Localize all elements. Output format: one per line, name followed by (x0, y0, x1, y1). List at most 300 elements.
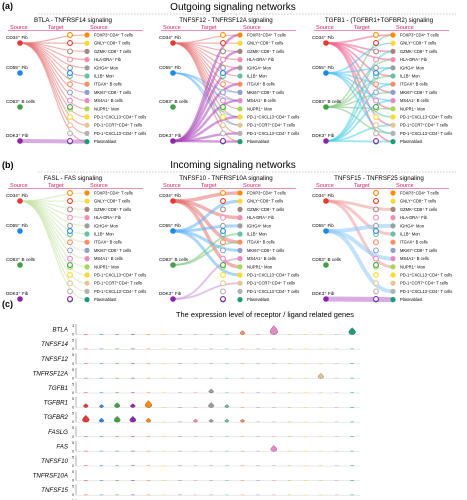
y-tick-min: 0 (72, 376, 74, 381)
cell-node (390, 190, 395, 195)
cell-node (84, 49, 89, 54)
header-target: Target (48, 183, 64, 189)
target-node (374, 49, 379, 54)
target-node (221, 57, 226, 62)
target-node (68, 281, 73, 286)
violin (225, 419, 229, 422)
violin (208, 403, 213, 408)
violin (349, 328, 356, 335)
cell-label: GZMK⁺CD8⁺ T cells (94, 206, 132, 212)
target-node (68, 82, 73, 87)
network-networks_b-2 (312, 175, 452, 302)
target-node (68, 123, 73, 128)
cell-label: FOXP3⁺CD4⁺ T cells (400, 190, 439, 196)
cell-label: GZMK⁺CD8⁺ T cells (247, 48, 285, 54)
cell-node (237, 65, 242, 70)
y-tick-min: 0 (72, 478, 74, 483)
network-title: TNFSF15 - TNFRSF25 signaling (334, 175, 424, 182)
cell-label: FOXP3⁺CD4⁺ T cells (400, 32, 439, 38)
target-node (221, 207, 226, 212)
header-source-right: Source (396, 183, 414, 189)
cell-node (237, 123, 242, 128)
cell-label: PD-1⁺CCR7⁺CD4⁺ T cells (247, 122, 295, 128)
cell-node (84, 106, 89, 111)
target-node (221, 240, 226, 245)
target-node-source (68, 229, 73, 234)
target-node-source (221, 71, 226, 76)
cell-node (84, 248, 89, 253)
cell-node (390, 223, 395, 228)
source-node (170, 104, 176, 110)
cell-node (84, 231, 89, 236)
network-networks_b-1 (159, 175, 299, 302)
target-node (374, 273, 379, 278)
cell-node (84, 98, 89, 103)
violin (318, 373, 323, 378)
cell-label: PD-1⁺CXCL13⁺CD4⁺ T cells (247, 130, 300, 136)
header-source: Source (163, 183, 181, 189)
cell-label: NUPR1⁺ Mon (94, 264, 120, 270)
cell-node (390, 207, 395, 212)
violin (209, 419, 213, 422)
target-node (68, 223, 73, 228)
violin (193, 419, 197, 422)
y-tick-min: 0 (72, 361, 74, 366)
cell-node (390, 123, 395, 128)
source-node (323, 262, 329, 268)
cell-label: MKI67⁺CD8⁺ T cells (247, 247, 285, 253)
y-tick-max: 5 (72, 367, 74, 372)
gene-label: TNFRSF12A (32, 370, 68, 378)
cell-label: NUPR1⁺ Mon (247, 106, 273, 112)
source-node-label: CD55⁺ Fib (6, 223, 28, 229)
y-tick-max: 5 (72, 397, 74, 401)
cell-node (237, 57, 242, 62)
y-tick-max: 5 (72, 455, 74, 460)
cell-node (390, 65, 395, 70)
cell-label: MS4A1⁺ B cells (94, 98, 123, 104)
cell-node (237, 131, 242, 136)
cell-node (84, 256, 89, 261)
cell-label: HLA-DRA⁺ Fib (94, 215, 121, 221)
target-node (68, 207, 73, 212)
cell-node (390, 41, 395, 46)
cell-label: GNLY⁺CD8⁺ T cells (247, 40, 284, 46)
cell-node (84, 207, 89, 212)
cell-label: ITGAX⁺ B cells (94, 239, 122, 245)
target-node (374, 289, 379, 294)
cell-node (237, 272, 242, 277)
target-node (221, 131, 226, 136)
violin (130, 404, 135, 408)
source-node (170, 198, 176, 204)
violin (114, 403, 119, 408)
cell-node (390, 231, 395, 236)
cell-node (390, 248, 395, 253)
target-node (374, 90, 379, 95)
violin (240, 419, 244, 422)
incoming-networks (6, 175, 452, 302)
header-source: Source (316, 25, 334, 31)
cell-label: IL1B⁺ Mon (247, 231, 267, 237)
cell-label: IL1B⁺ Mon (400, 231, 420, 237)
header-target: Target (201, 25, 217, 31)
target-node (221, 90, 226, 95)
cell-label: ITGAX⁺ B cells (247, 239, 275, 245)
network-edge (20, 201, 87, 291)
network-title: BTLA - TNFRSF14 signaling (34, 17, 112, 24)
violin (82, 415, 89, 422)
target-node (374, 123, 379, 128)
target-node (68, 33, 73, 38)
target-node (221, 281, 226, 286)
cell-node (84, 190, 89, 195)
cell-node (237, 264, 242, 269)
violin (146, 418, 151, 422)
cell-label: MS4A1⁺ B cells (247, 98, 276, 104)
cell-node (237, 215, 242, 220)
target-node (374, 57, 379, 62)
source-node (323, 104, 329, 110)
y-tick-max: 5 (72, 411, 74, 416)
target-node-source (221, 229, 226, 234)
target-node (374, 115, 379, 120)
network-edge (20, 201, 87, 242)
header-target: Target (354, 183, 370, 189)
target-node-source (68, 139, 73, 144)
cell-label: NUPR1⁺ Mon (400, 264, 426, 270)
cell-node (390, 281, 395, 286)
target-node (221, 123, 226, 128)
cell-node (390, 90, 395, 95)
source-node-label: DDK3⁺ Fib (159, 291, 182, 297)
source-node (17, 262, 23, 268)
network-title: FASL - FAS signaling (43, 175, 103, 182)
gene-label: FASLG (48, 428, 68, 436)
cell-node (84, 139, 89, 144)
y-tick-max: 5 (72, 440, 74, 445)
cell-node (84, 90, 89, 95)
y-tick-max: 5 (72, 338, 74, 343)
cell-node (237, 114, 242, 119)
cell-node (237, 190, 242, 195)
cell-label: FOXP3⁺CD4⁺ T cells (247, 190, 286, 196)
source-node-label: CD55⁺ Fib (159, 65, 181, 71)
target-node (374, 98, 379, 103)
cell-node (237, 98, 242, 103)
cell-label: Plasmablast (400, 139, 423, 145)
cell-label: MS4A1⁺ B cells (400, 98, 429, 104)
cell-node (237, 248, 242, 253)
header-source-right: Source (243, 183, 261, 189)
cell-label: GZMK⁺CD8⁺ T cells (247, 206, 285, 212)
y-tick-max: 3 (72, 324, 74, 328)
cell-label: PD-1⁺CXCL13⁺CD4⁺ T cells (94, 130, 147, 136)
header-source: Source (163, 25, 181, 31)
target-node (68, 98, 73, 103)
y-tick-min: 0 (72, 464, 74, 468)
cell-node (84, 41, 89, 46)
violin (114, 416, 120, 422)
target-node (374, 207, 379, 212)
cell-node (84, 57, 89, 62)
network-edge (326, 51, 393, 141)
target-node (374, 215, 379, 220)
cell-label: ITGAX⁺ B cells (400, 239, 428, 245)
target-node (68, 115, 73, 120)
y-tick-max: 5 (72, 382, 74, 387)
violin-plot (33, 324, 360, 500)
cell-node (390, 139, 395, 144)
target-node (221, 191, 226, 196)
network-edge (20, 201, 87, 300)
header-target: Target (354, 25, 370, 31)
source-node-label: CD34⁺ Fib (159, 35, 181, 41)
cell-node (84, 281, 89, 286)
cell-node (237, 231, 242, 236)
network-edge (20, 43, 87, 84)
source-node-label: CD55⁺ Fib (312, 65, 334, 71)
source-node-label: DDK3⁺ Fib (312, 133, 335, 139)
cell-node (84, 289, 89, 294)
target-node-source (68, 199, 73, 204)
target-node (374, 191, 379, 196)
target-node (374, 281, 379, 286)
source-node-label: CD55⁺ Fib (312, 223, 334, 229)
outgoing-networks (6, 17, 452, 144)
violin (271, 445, 277, 451)
violin (145, 401, 152, 408)
cell-label: IL1B⁺ Mon (400, 73, 420, 79)
cell-label: GZMK⁺CD8⁺ T cells (94, 48, 132, 54)
source-node (170, 70, 176, 76)
cell-label: PD-1⁺CXCL13⁺CD4⁺ T cells (247, 114, 300, 120)
cell-label: Plasmablast (247, 297, 270, 303)
cell-node (390, 57, 395, 62)
cell-node (237, 256, 242, 261)
cell-node (390, 106, 395, 111)
cell-label: FOXP3⁺CD4⁺ T cells (94, 32, 133, 38)
target-node-source (68, 41, 73, 46)
cell-node (390, 264, 395, 269)
network-edge (20, 43, 87, 133)
source-node-label: CD83⁺ B cells (312, 99, 341, 105)
target-node (68, 256, 73, 261)
y-tick-min: 0 (72, 347, 74, 352)
target-node-source (374, 139, 379, 144)
target-node-source (374, 71, 379, 76)
cell-label: HLA-DRA⁺ Fib (94, 57, 121, 63)
gene-label: TGFB1 (48, 385, 68, 392)
cell-label: Plasmablast (94, 297, 117, 303)
source-node (323, 40, 329, 46)
cell-node (390, 98, 395, 103)
cell-label: IGHG4⁺ Mon (247, 223, 272, 229)
cell-node (84, 223, 89, 228)
cell-label: GNLY⁺CD8⁺ T cells (247, 198, 284, 204)
cell-node (84, 73, 89, 78)
source-node (17, 138, 23, 144)
cell-label: IGHG4⁺ Mon (247, 65, 272, 71)
cell-label: IL1B⁺ Mon (94, 231, 114, 237)
network-edge (20, 35, 87, 43)
cell-label: Plasmablast (94, 139, 117, 145)
target-node-source (374, 41, 379, 46)
cell-label: ITGAX⁺ B cells (94, 81, 122, 87)
cell-label: PD-1⁺CXCL13⁺CD4⁺ T cells (94, 272, 147, 278)
cell-label: GNLY⁺CD8⁺ T cells (94, 198, 131, 204)
source-node (170, 228, 176, 234)
cell-label: NUPR1⁺ Mon (400, 106, 426, 112)
target-node-source (374, 229, 379, 234)
target-node (68, 90, 73, 95)
target-node (374, 131, 379, 136)
gene-label: TNFSF12 (41, 355, 68, 363)
header-target: Target (201, 183, 217, 189)
target-node (68, 49, 73, 54)
target-node (221, 256, 226, 261)
target-node-source (374, 297, 379, 302)
target-node (374, 65, 379, 70)
source-node-label: CD34⁺ Fib (159, 193, 181, 199)
header-source-right: Source (243, 25, 261, 31)
target-node (221, 289, 226, 294)
cell-label: MKI67⁺CD8⁺ T cells (400, 89, 438, 95)
cell-node (237, 240, 242, 245)
cell-label: PD-1⁺CXCL13⁺CD4⁺ T cells (247, 288, 300, 294)
network-networks_a-0 (6, 17, 146, 144)
cell-node (390, 114, 395, 119)
source-node-label: DDK3⁺ Fib (6, 133, 29, 139)
violin (99, 418, 104, 422)
cell-node (237, 297, 242, 302)
target-node (221, 82, 226, 87)
y-tick-min: 0 (72, 391, 74, 395)
source-node (323, 70, 329, 76)
cell-label: IGHG4⁺ Mon (94, 223, 119, 229)
cell-node (84, 123, 89, 128)
cell-node (84, 65, 89, 70)
cell-label: HLA-DRA⁺ Fib (247, 215, 274, 221)
cell-node (390, 49, 395, 54)
source-node-label: DDK3⁺ Fib (312, 291, 335, 297)
gene-label: TNFSF14 (41, 341, 68, 349)
target-node-source (68, 105, 73, 110)
cell-node (390, 131, 395, 136)
cell-label: PD-1⁺CXCL13⁺CD4⁺ T cells (94, 288, 147, 294)
cell-label: HLA-DRA⁺ Fib (400, 215, 427, 221)
cell-node (84, 215, 89, 220)
section-title-incoming: Incoming signaling networks (170, 160, 296, 171)
y-tick-min: 0 (72, 493, 74, 498)
cell-label: FOXP3⁺CD4⁺ T cells (94, 190, 133, 196)
cell-label: MS4A1⁺ B cells (247, 256, 276, 262)
source-node-label: CD83⁺ B cells (6, 257, 35, 263)
cell-node (237, 41, 242, 46)
cell-node (84, 297, 89, 302)
cell-label: PD-1⁺CCR7⁺CD4⁺ T cells (400, 122, 448, 128)
cell-node (390, 289, 395, 294)
cell-node (390, 32, 395, 37)
target-node (374, 240, 379, 245)
target-node-source (374, 199, 379, 204)
cell-node (237, 49, 242, 54)
cell-label: NUPR1⁺ Mon (247, 264, 273, 270)
cell-label: ITGAX⁺ B cells (400, 81, 428, 87)
header-source: Source (10, 25, 28, 31)
cell-label: IGHG4⁺ Mon (94, 65, 119, 71)
header-source-right: Source (90, 25, 108, 31)
target-node-source (221, 263, 226, 268)
cell-node (390, 215, 395, 220)
target-node (68, 57, 73, 62)
cell-node (390, 297, 395, 302)
target-node (221, 33, 226, 38)
source-node-label: DDK3⁺ Fib (159, 133, 182, 139)
cell-node (84, 199, 89, 204)
y-tick-min: 0 (72, 420, 74, 425)
y-tick-max: 5 (72, 484, 74, 489)
target-node (374, 256, 379, 261)
source-node (170, 40, 176, 46)
target-node-source (221, 297, 226, 302)
source-node-label: CD83⁺ B cells (312, 257, 341, 263)
target-node-source (221, 41, 226, 46)
target-node (221, 248, 226, 253)
target-node (221, 65, 226, 70)
source-node-label: DDK3⁺ Fib (6, 291, 29, 297)
cell-label: MKI67⁺CD8⁺ T cells (400, 247, 438, 253)
target-node-source (221, 199, 226, 204)
cell-label: MKI67⁺CD8⁺ T cells (247, 89, 285, 95)
violin (225, 405, 229, 408)
target-node (221, 49, 226, 54)
target-node (68, 289, 73, 294)
network-title: TGFB1 - (TGFBR1+TGFBR2) signaling (324, 17, 434, 24)
cell-node (237, 199, 242, 204)
panel-label-a: (a) (2, 1, 13, 11)
cell-node (84, 114, 89, 119)
cell-label: GNLY⁺CD8⁺ T cells (400, 198, 437, 204)
source-node-label: CD83⁺ B cells (6, 99, 35, 105)
network-edge (326, 299, 393, 300)
violin-chart-title: The expression level of receptor / ligand related genes (176, 310, 354, 319)
target-node-source (221, 139, 226, 144)
gene-label: FAS (56, 443, 68, 451)
cell-label: PD-1⁺CCR7⁺CD4⁺ T cells (247, 280, 295, 286)
target-node (374, 33, 379, 38)
network-edge (20, 193, 87, 201)
target-node (68, 273, 73, 278)
cell-label: Plasmablast (400, 297, 423, 303)
cell-node (84, 131, 89, 136)
cell-label: NUPR1⁺ Mon (94, 106, 120, 112)
source-node-label: CD34⁺ Fib (312, 193, 334, 199)
cell-label: MKI67⁺CD8⁺ T cells (94, 89, 132, 95)
network-edge (326, 35, 393, 43)
source-node-label: CD55⁺ Fib (6, 65, 28, 71)
cell-node (237, 73, 242, 78)
target-node (374, 248, 379, 253)
network-edge (20, 141, 87, 142)
gene-label: TNFSF15 (41, 487, 68, 495)
y-tick-min: 0 (72, 405, 74, 410)
cell-label: MS4A1⁺ B cells (400, 256, 429, 262)
cell-label: PD-1⁺CXCL13⁺CD4⁺ T cells (247, 272, 300, 278)
target-node (374, 223, 379, 228)
cell-label: PD-1⁺CXCL13⁺CD4⁺ T cells (400, 114, 453, 120)
cell-node (237, 281, 242, 286)
